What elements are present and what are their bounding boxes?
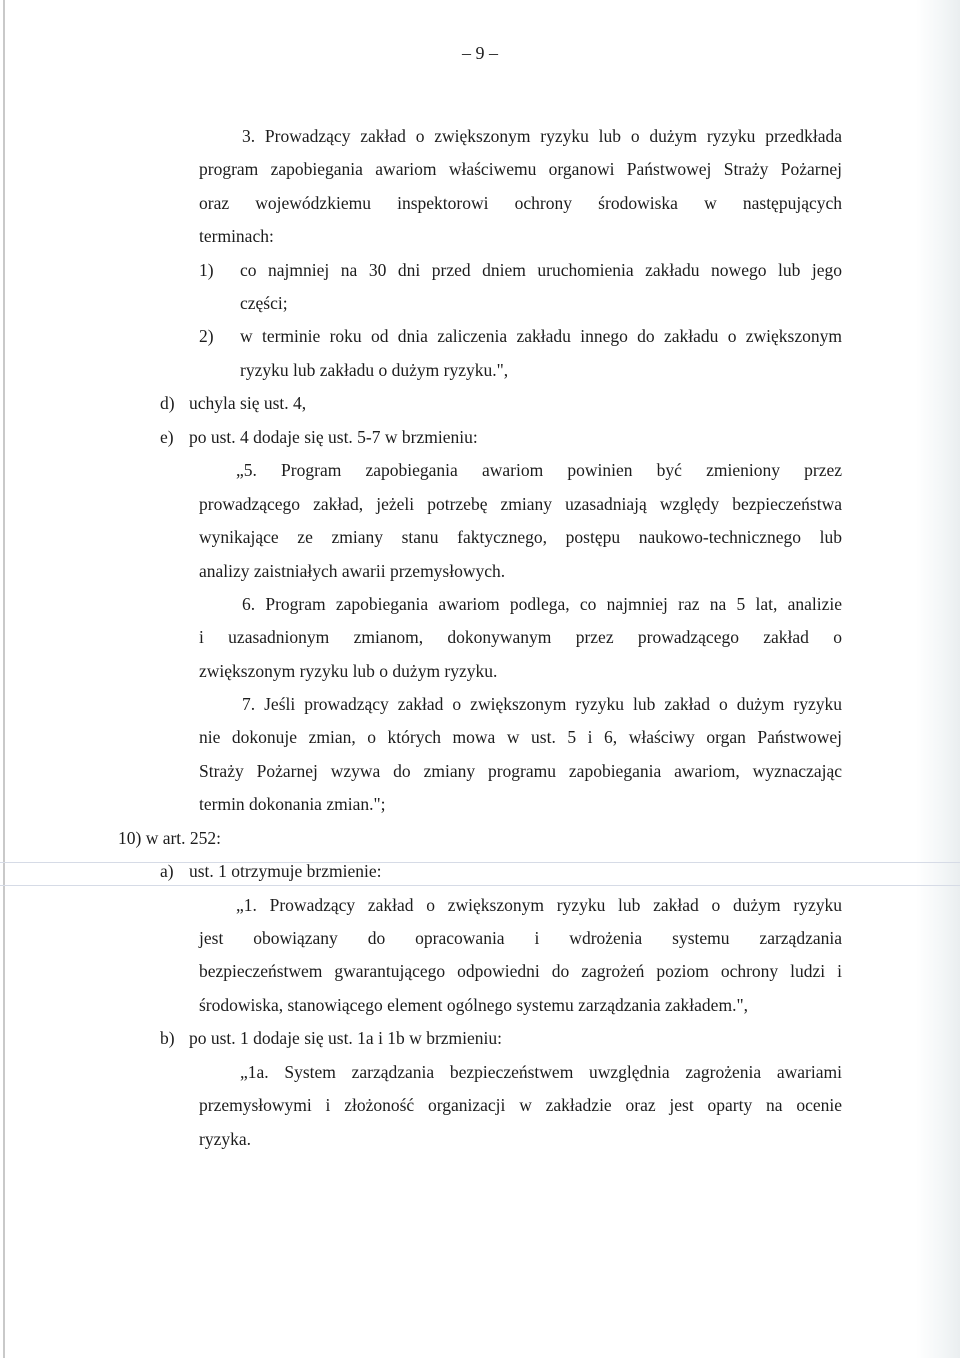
text-line: „1a. System zarządzania bezpieczeństwem uwzględnia zagrożenia awariami bbox=[240, 1062, 842, 1082]
text-line: środowiska, stanowiącego element ogólnego systemu zarządzania zakładem.", bbox=[199, 995, 748, 1015]
text-line: oraz wojewódzkiemu inspektorowi ochrony środowiska w następujących bbox=[199, 193, 842, 213]
text-line: bezpieczeństwem gwarantującego odpowiedni do zagrożeń poziom ochrony ludzi i bbox=[199, 961, 842, 981]
text-line: program zapobiegania awariom właściwemu organowi Państwowej Straży Pożarnej bbox=[199, 159, 842, 179]
text-line: uchyla się ust. 4, bbox=[189, 393, 307, 413]
text-line: prowadzącego zakład, jeżeli potrzebę zmiany uzasadniają względy bezpieczeństwa bbox=[199, 494, 842, 514]
text-line: terminach: bbox=[199, 226, 274, 246]
scan-rule bbox=[0, 862, 960, 863]
text-line: wynikające ze zmiany stanu faktycznego, postępu naukowo-technicznego lub bbox=[199, 527, 842, 547]
text-line: 10) w art. 252: bbox=[118, 828, 222, 848]
text-line: po ust. 4 dodaje się ust. 5-7 w brzmieniu: bbox=[189, 427, 478, 447]
list-marker: a) bbox=[160, 861, 174, 881]
scan-edge-right bbox=[916, 0, 960, 1358]
text-line: co najmniej na 30 dni przed dniem uruchomienia zakładu nowego lub jego bbox=[240, 260, 842, 280]
text-line: ryzyka. bbox=[199, 1129, 251, 1149]
list-marker: b) bbox=[160, 1028, 175, 1048]
text-line: zwiększonym ryzyku lub o dużym ryzyku. bbox=[199, 661, 498, 681]
text-line: w terminie roku od dnia zaliczenia zakładu innego do zakładu o zwiększonym bbox=[240, 326, 842, 346]
text-line: „1. Prowadzący zakład o zwiększonym ryzyku lub zakład o dużym ryzyku bbox=[236, 895, 842, 915]
text-line: części; bbox=[240, 293, 288, 313]
list-marker: e) bbox=[160, 427, 174, 447]
text-line: analizy zaistniałych awarii przemysłowych. bbox=[199, 561, 506, 581]
text-line: termin dokonania zmian."; bbox=[199, 794, 386, 814]
list-marker: d) bbox=[160, 393, 175, 413]
text-line: 6. Program zapobiegania awariom podlega, co najmniej raz na 5 lat, analizie bbox=[242, 594, 842, 614]
text-line: Straży Pożarnej wzywa do zmiany programu zapobiegania awariom, wyznaczając bbox=[199, 761, 842, 781]
text-line: „5. Program zapobiegania awariom powinien być zmieniony przez bbox=[236, 460, 842, 480]
text-line: 3. Prowadzący zakład o zwiększonym ryzyku lub o dużym ryzyku przedkłada bbox=[242, 126, 842, 146]
text-line: 7. Jeśli prowadzący zakład o zwiększonym ryzyku lub zakład o dużym ryzyku bbox=[242, 694, 842, 714]
text-line: po ust. 1 dodaje się ust. 1a i 1b w brzmieniu: bbox=[189, 1028, 503, 1048]
scan-rule bbox=[0, 885, 960, 886]
scan-edge-left bbox=[3, 0, 5, 1358]
page-number: – 9 – bbox=[462, 43, 498, 63]
text-line: i uzasadnionym zmianom, dokonywanym przez prowadzącego zakład o bbox=[199, 627, 842, 647]
list-marker: 2) bbox=[199, 326, 214, 346]
text-line: ryzyku lub zakładu o dużym ryzyku.", bbox=[240, 360, 509, 380]
text-line: jest obowiązany do opracowania i wdrożenia systemu zarządzania bbox=[199, 928, 842, 948]
text-line: nie dokonuje zmian, o których mowa w ust. 5 i 6, właściwy organ Państwowej bbox=[199, 727, 842, 747]
list-marker: 1) bbox=[199, 260, 214, 280]
text-line: przemysłowymi i złożoność organizacji w zakładzie oraz jest oparty na ocenie bbox=[199, 1095, 842, 1115]
text-line: ust. 1 otrzymuje brzmienie: bbox=[189, 861, 382, 881]
